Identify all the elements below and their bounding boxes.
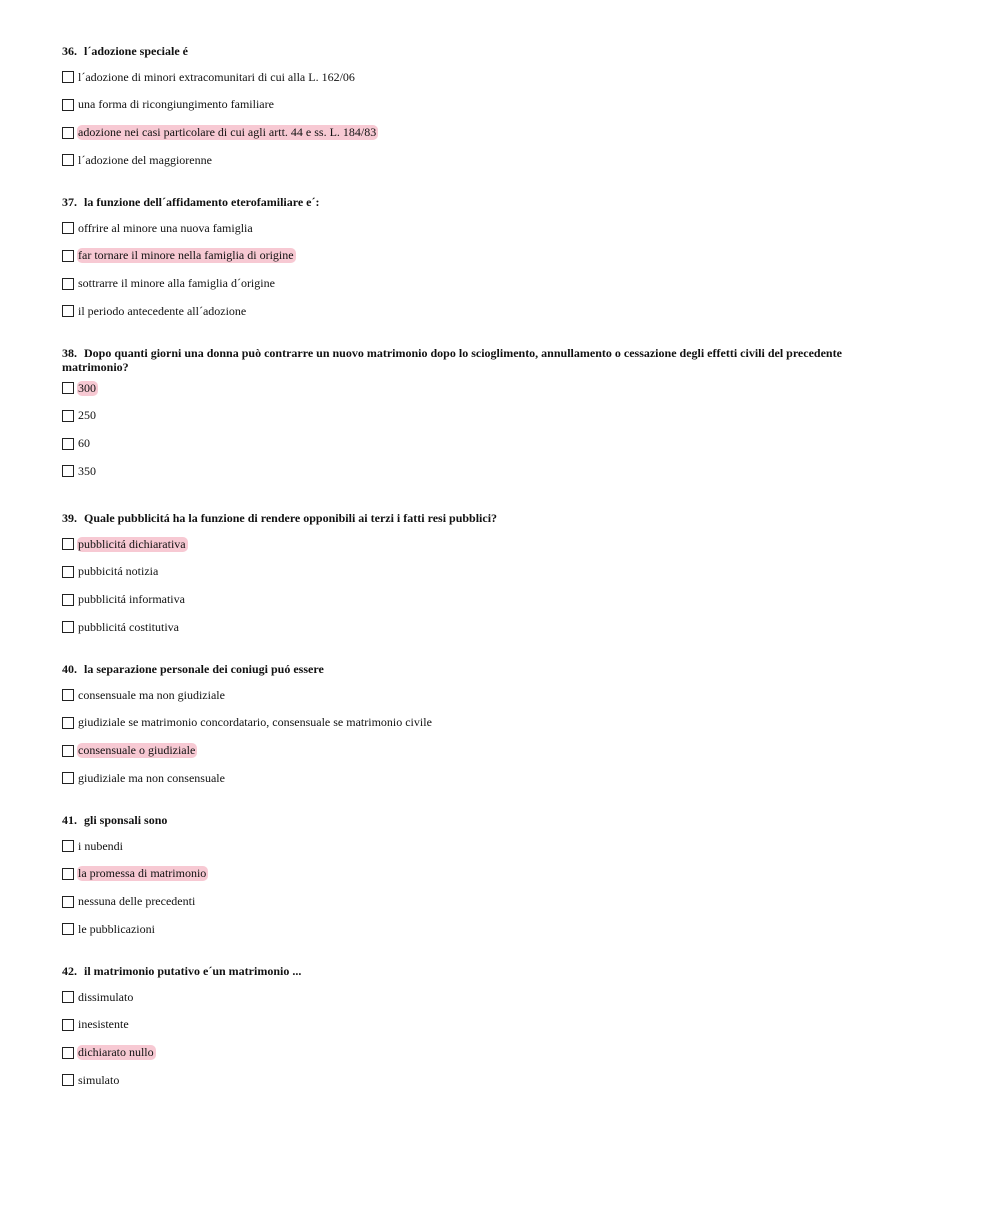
answer-option[interactable]	[62, 743, 902, 759]
checkbox[interactable]	[62, 991, 74, 1003]
answer-option[interactable]	[62, 564, 902, 580]
checkbox[interactable]	[62, 538, 74, 550]
checkbox[interactable]	[62, 923, 74, 935]
checkbox[interactable]	[62, 1047, 74, 1059]
question-text: la funzione dell´affidamento eterofamiliare e´:	[84, 195, 320, 209]
checkbox[interactable]	[62, 127, 74, 139]
answer-text: offrire al minore una nuova famiglia	[78, 220, 253, 235]
answer-text: inesistente	[78, 1017, 129, 1032]
answer-text: il periodo antecedente all´adozione	[78, 303, 247, 318]
checkbox[interactable]	[62, 566, 74, 578]
answer-option[interactable]	[62, 894, 902, 910]
answer-text: pubblicitá costitutiva	[78, 619, 179, 634]
checkbox[interactable]	[62, 410, 74, 422]
answer-option[interactable]	[62, 220, 902, 236]
answer-option[interactable]	[62, 1017, 902, 1033]
answer-text: una forma di ricongiungimento familiare	[78, 97, 274, 112]
answer-text: 250	[78, 408, 96, 423]
checkbox[interactable]	[62, 305, 74, 317]
question-number: 37.	[62, 195, 77, 209]
answer-text: pubblicitá dichiarativa	[78, 536, 186, 551]
answer-text: le pubblicazioni	[78, 921, 155, 936]
answer-text: 350	[78, 463, 96, 478]
question-40	[62, 662, 902, 798]
answer-options	[62, 220, 902, 319]
answer-text: far tornare il minore nella famiglia di origine	[78, 248, 294, 263]
question-text: Quale pubblicitá ha la funzione di rendere opponibili ai terzi i fatti resi pubblici?	[84, 511, 498, 525]
checkbox[interactable]	[62, 896, 74, 908]
checkbox[interactable]	[62, 154, 74, 166]
answer-text: 60	[78, 436, 90, 451]
answer-option[interactable]	[62, 687, 902, 703]
answer-options	[62, 69, 902, 168]
answer-text: i nubendi	[78, 838, 123, 853]
answer-text: sottrarre il minore alla famiglia d´origine	[78, 276, 275, 291]
answer-text: l´adozione di minori extracomunitari di cui alla L. 162/06	[78, 69, 355, 84]
question-number: 39.	[62, 511, 77, 525]
answer-text: pubbicitá notizia	[78, 564, 159, 579]
checkbox[interactable]	[62, 868, 74, 880]
checkbox[interactable]	[62, 1074, 74, 1086]
answer-text: nessuna delle precedenti	[78, 894, 196, 909]
checkbox[interactable]	[62, 71, 74, 83]
question-number: 36.	[62, 44, 77, 58]
answer-option[interactable]	[62, 436, 902, 452]
question-42	[62, 964, 902, 1100]
question-39	[62, 511, 902, 647]
answer-option[interactable]	[62, 125, 902, 141]
answer-option[interactable]	[62, 619, 902, 635]
question-38	[62, 346, 902, 491]
question-title	[62, 346, 902, 374]
checkbox[interactable]	[62, 382, 74, 394]
answer-option[interactable]	[62, 989, 902, 1005]
answer-option[interactable]	[62, 248, 902, 264]
answer-option[interactable]	[62, 536, 902, 552]
answer-text: consensuale o giudiziale	[78, 743, 196, 758]
answer-text: 300	[78, 380, 96, 395]
answer-text: simulato	[78, 1072, 120, 1087]
answer-option[interactable]	[62, 408, 902, 424]
answer-option[interactable]	[62, 592, 902, 608]
checkbox[interactable]	[62, 745, 74, 757]
answer-option[interactable]	[62, 866, 902, 882]
answer-option[interactable]	[62, 303, 902, 319]
answer-option[interactable]	[62, 1072, 902, 1088]
answer-option[interactable]	[62, 921, 902, 937]
checkbox[interactable]	[62, 840, 74, 852]
checkbox[interactable]	[62, 772, 74, 784]
checkbox[interactable]	[62, 621, 74, 633]
answer-text: la promessa di matrimonio	[78, 866, 207, 881]
answer-text: dichiarato nullo	[78, 1045, 154, 1060]
answer-text: pubblicitá informativa	[78, 592, 185, 607]
answer-option[interactable]	[62, 770, 902, 786]
question-text: la separazione personale dei coniugi puó essere	[84, 662, 324, 676]
answer-option[interactable]	[62, 69, 902, 85]
question-title	[62, 662, 902, 676]
answer-option[interactable]	[62, 838, 902, 854]
checkbox[interactable]	[62, 717, 74, 729]
answer-option[interactable]	[62, 463, 902, 479]
question-text: gli sponsali sono	[84, 813, 168, 827]
question-number: 40.	[62, 662, 77, 676]
answer-text: consensuale ma non giudiziale	[78, 687, 225, 702]
answer-options	[62, 989, 902, 1088]
answer-options	[62, 380, 902, 479]
checkbox[interactable]	[62, 438, 74, 450]
checkbox[interactable]	[62, 99, 74, 111]
question-41	[62, 813, 902, 949]
answer-options	[62, 687, 902, 786]
checkbox[interactable]	[62, 465, 74, 477]
question-number: 42.	[62, 964, 77, 978]
answer-text: giudiziale ma non consensuale	[78, 770, 225, 785]
question-number: 38.	[62, 346, 77, 360]
question-text: l´adozione speciale é	[84, 44, 188, 58]
answer-option[interactable]	[62, 152, 902, 168]
checkbox[interactable]	[62, 250, 74, 262]
question-title	[62, 44, 902, 58]
checkbox[interactable]	[62, 594, 74, 606]
answer-option[interactable]	[62, 1045, 902, 1061]
question-number: 41.	[62, 813, 77, 827]
answer-option[interactable]	[62, 97, 902, 113]
checkbox[interactable]	[62, 1019, 74, 1031]
answer-text: giudiziale se matrimonio concordatario, consensuale se matrimonio civile	[78, 715, 432, 730]
question-36	[62, 44, 902, 180]
question-text: il matrimonio putativo e´un matrimonio ...	[84, 964, 302, 978]
question-title	[62, 813, 902, 827]
question-37	[62, 195, 902, 331]
checkbox[interactable]	[62, 689, 74, 701]
checkbox[interactable]	[62, 278, 74, 290]
checkbox[interactable]	[62, 222, 74, 234]
question-title	[62, 964, 902, 978]
question-title	[62, 195, 902, 209]
answer-text: l´adozione del maggiorenne	[78, 152, 212, 167]
question-text: Dopo quanti giorni una donna può contrarre un nuovo matrimonio dopo lo scioglimento, annullamento o cessazione degli effetti civili del precedente matrimonio?	[62, 346, 842, 374]
question-title	[62, 511, 902, 525]
answer-options	[62, 536, 902, 635]
answer-option[interactable]	[62, 276, 902, 292]
answer-option[interactable]	[62, 380, 902, 396]
answer-text: dissimulato	[78, 989, 134, 1004]
answer-option[interactable]	[62, 715, 902, 731]
answer-options	[62, 838, 902, 937]
answer-text: adozione nei casi particolare di cui agli artt. 44 e ss. L. 184/83	[78, 125, 377, 140]
